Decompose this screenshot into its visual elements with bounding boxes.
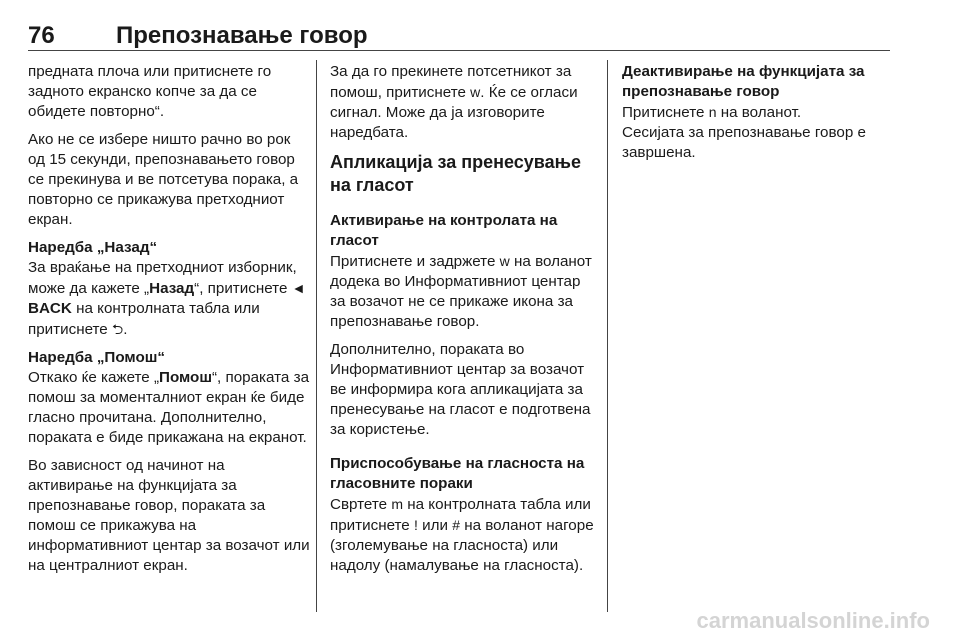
section-heading-help: Наредба „Помош“ <box>28 349 165 366</box>
return-icon: ⮌ <box>111 321 124 337</box>
column-divider <box>607 60 608 612</box>
subheading-activate: Активирање на контролата на гласот <box>330 212 558 249</box>
hang-up-icon: n <box>708 104 717 120</box>
paragraph: Ако не се избере ништо рачно во рок од 15 секунди, препознавањето говор се прекинува и ве потсетува порака, а повторно се прикажува претходниот екран. <box>28 131 299 228</box>
column-divider <box>316 60 317 612</box>
paragraph: предната плоча или притиснете го задното екранско копче за да се обидете повторно“. <box>28 63 272 120</box>
paragraph: За да го прекинете потсетникот за помош, притиснете w. Ќе се огласи сигнал. Може да ја изговорите наредбата. <box>330 63 578 141</box>
voice-icon: w <box>470 84 481 100</box>
paragraph: Притиснете n на воланот. <box>622 104 802 121</box>
paragraph: Сесијата за препознавање говор е завршена. <box>622 124 866 161</box>
column-3 <box>622 62 892 171</box>
volume-down-icon: # <box>452 517 460 533</box>
section-title: Апликација за пренесување на гласот <box>330 152 581 195</box>
voice-icon: w <box>499 253 510 269</box>
paragraph: Притиснете и задржете w на воланот додека во Информативниот центар за возачот не се прикаже икона за препознавање говор. <box>330 253 592 330</box>
paragraph: Дополнително, пораката во Информативниот центар за возачот ве информира кога апликацијата за пренесување на гласот е подготвена за користење. <box>330 341 591 438</box>
volume-up-icon: ! <box>413 517 418 533</box>
back-arrow-icon: ◄ <box>291 280 306 296</box>
paragraph: Свртете m на контролната табла или притиснете ! или # на воланот нагоре (зголемување на гласноста) или надолу (намалување на гласноста). <box>330 496 594 574</box>
column-2 <box>330 62 600 584</box>
knob-icon: m <box>391 496 404 512</box>
subheading-volume: Приспособување на гласноста на гласовните пораки <box>330 455 585 492</box>
page-title: Препознавање говор <box>116 22 368 49</box>
page-header <box>28 18 890 52</box>
paragraph-back: За враќање на претходниот изборник, може да кажете „Назад“, притиснете ◄ BACK на контролната табла или притиснете ⮌. <box>28 259 306 338</box>
section-heading-back: Наредба „Назад“ <box>28 239 158 256</box>
paragraph-help: Откако ќе кажете „Помош“, пораката за помош за моменталниот екран ќе биде гласно прочитана. Дополнително, пораката е биде прикажана на екранот. <box>28 369 310 446</box>
back-key-label: BACK <box>28 300 72 317</box>
column-1 <box>28 62 310 584</box>
subheading-deactivate: Деактивирање на функцијата за препознавање говор <box>622 63 865 100</box>
header-divider <box>28 50 890 51</box>
command-back: Назад <box>149 280 195 297</box>
paragraph: Во зависност од начинот на активирање на функцијата за препознавање говор, пораката за помош се прикажува на информативниот центар за возачот или на централниот екран. <box>28 457 310 574</box>
page-number: 76 <box>28 22 55 49</box>
command-help: Помош <box>159 369 212 386</box>
watermark: carmanualsonline.info <box>696 608 930 633</box>
